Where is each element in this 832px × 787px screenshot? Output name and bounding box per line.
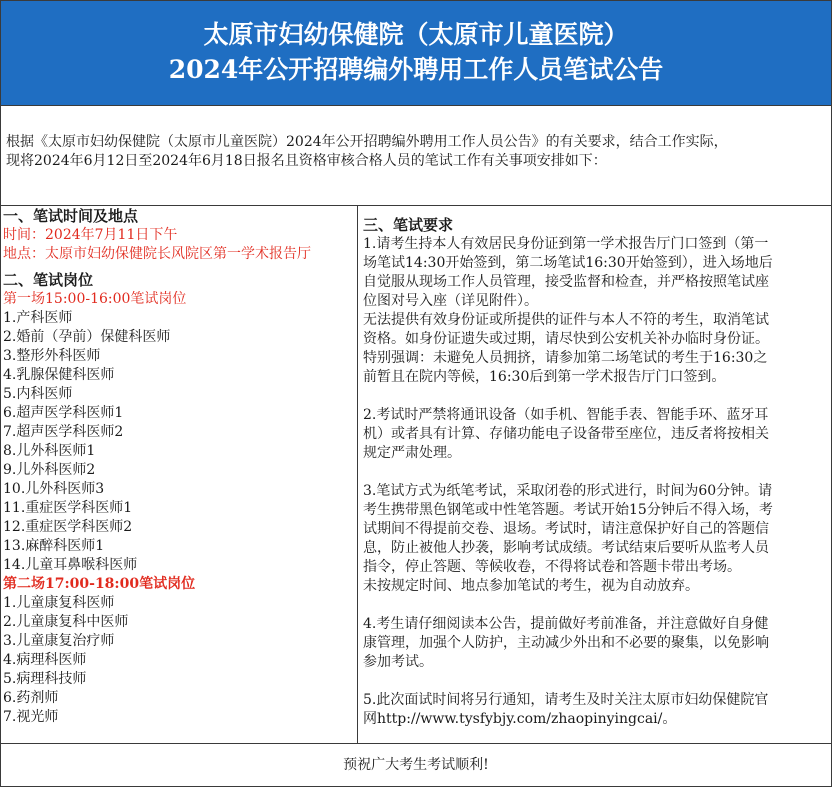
requirement-1 <box>363 235 825 387</box>
list-item: 4.病理科医师 <box>3 652 87 668</box>
list-item: 6.药剂师 <box>3 690 59 706</box>
intro-paragraph <box>1 105 831 206</box>
list-item: 6.超声医学科医师1 <box>3 405 124 421</box>
list-item: 1.儿童康复科医师 <box>3 595 115 611</box>
list-item: 4.乳腺保健科医师 <box>3 367 115 383</box>
text-line: 指令，停止答题、等候收卷，不得将试卷和答题卡带出考场。 <box>363 559 741 575</box>
left-column <box>1 206 358 743</box>
session2-title: 第二场17:00-18:00笔试岗位 <box>3 576 196 592</box>
exam-time: 时间：2024年7月11日下午 <box>3 227 178 243</box>
text-line: 资格。如身份证遗失或过期，请尽快到公安机关补办临时身份证。 <box>363 331 769 347</box>
list-item: 2.婚前（孕前）保健科医师 <box>3 329 171 345</box>
text-line: 自觉服从现场工作人员管理，接受监督和检查，并严格按照笔试座 <box>363 274 769 290</box>
text-line: 位图对号入座（详见附件）。 <box>363 293 538 309</box>
text-line: 1.请考生持本人有效居民身份证到第一学术报告厅门口签到（第一 <box>363 236 769 252</box>
text-line: 康管理，加强个人防护，主动减少外出和不必要的聚集，以免影响 <box>363 635 769 651</box>
text-line: 机）或者具有计算、存储功能电子设备带至座位，违反者将按相关 <box>363 426 769 442</box>
text-line: 4.考生请仔细阅读本公告，提前做好考前准备，并注意做好自身健 <box>363 616 769 632</box>
requirement-2 <box>363 406 825 463</box>
text-line: 参加考试。 <box>363 654 433 670</box>
text-line: 特别强调：未避免人员拥挤，请参加第二场笔试的考生于16:30之 <box>363 350 768 366</box>
text-line: 息，防止被他人抄袭，影响考试成绩。考试结束后要听从监考人员 <box>363 540 769 556</box>
list-item: 10.儿外科医师3 <box>3 481 105 497</box>
text-line: 规定严肃处理。 <box>363 445 461 461</box>
session1-list <box>3 309 355 575</box>
list-item: 7.视光师 <box>3 709 59 725</box>
text-line: 试期间不得提前交卷、退场。考试时，请注意保护好自己的答题信 <box>363 521 769 537</box>
list-item: 14.儿童耳鼻喉科医师 <box>3 557 138 573</box>
text-line: 3.笔试方式为纸笔考试，采取闭卷的形式进行，时间为60分钟。请 <box>363 483 773 499</box>
session2-list <box>3 594 355 727</box>
header-title-line2: 2024年公开招聘编外聘用工作人员笔试公告 <box>168 55 664 84</box>
list-item: 3.整形外科医师 <box>3 348 101 364</box>
right-column <box>358 206 831 743</box>
requirement-3 <box>363 482 825 596</box>
website-url-line: 网http://www.tysfybjy.com/zhaopinyingcai/。 <box>363 711 677 727</box>
text-line: 未按规定时间、地点参加笔试的考生，视为自动放弃。 <box>363 578 699 594</box>
list-item: 7.超声医学科医师2 <box>3 424 124 440</box>
intro-line: 根据《太原市妇幼保健院（太原市儿童医院）2024年公开招聘编外聘用工作人员公告》的有关要求，结合工作实际， <box>6 134 728 150</box>
text-line: 前暂且在院内等候，16:30后到第一学术报告厅门口签到。 <box>363 369 726 385</box>
intro-line: 现将2024年6月12日至2024年6月18日报名且资格审核合格人员的笔试工作有关事项安排如下： <box>6 153 607 169</box>
closing-wish: 预祝广大考生考试顺利! <box>1 743 831 786</box>
list-item: 12.重症医学科医师2 <box>3 519 133 535</box>
text-line: 5.此次面试时间将另行通知，请考生及时关注太原市妇幼保健院官 <box>363 692 769 708</box>
list-item: 2.儿童康复科中医师 <box>3 614 129 630</box>
section1-heading: 一、笔试时间及地点 <box>3 207 139 225</box>
list-item: 9.儿外科医师2 <box>3 462 96 478</box>
list-item: 8.儿外科医师1 <box>3 443 96 459</box>
list-item: 1.产科医师 <box>3 310 73 326</box>
text-line: 考生携带黑色钢笔或中性笔答题。考试开始15分钟后不得入场，考 <box>363 502 773 518</box>
list-item: 13.麻醉科医师1 <box>3 538 105 554</box>
header-title-line1: 太原市妇幼保健院（太原市儿童医院） <box>203 20 629 49</box>
text-line: 无法提供有效身份证或所提供的证件与本人不符的考生，取消笔试 <box>363 312 769 328</box>
requirement-5 <box>363 691 825 729</box>
list-item: 3.儿童康复治疗师 <box>3 633 115 649</box>
text-line: 2.考试时严禁将通讯设备（如手机、智能手表、智能手环、蓝牙耳 <box>363 407 769 423</box>
text-line: 场笔试14:30开始签到，第二场笔试16:30开始签到），进入场地后 <box>363 255 773 271</box>
requirement-4 <box>363 615 825 672</box>
session1-title: 第一场15:00-16:00笔试岗位 <box>3 291 187 307</box>
section3-heading: 三、笔试要求 <box>363 216 454 234</box>
list-item: 11.重症医学科医师1 <box>3 500 133 516</box>
announcement-header <box>1 1 831 105</box>
exam-place: 地点：太原市妇幼保健院长风院区第一学术报告厅 <box>3 246 311 262</box>
list-item: 5.内科医师 <box>3 386 73 402</box>
section2-heading: 二、笔试岗位 <box>3 271 94 289</box>
list-item: 5.病理科技师 <box>3 671 87 687</box>
